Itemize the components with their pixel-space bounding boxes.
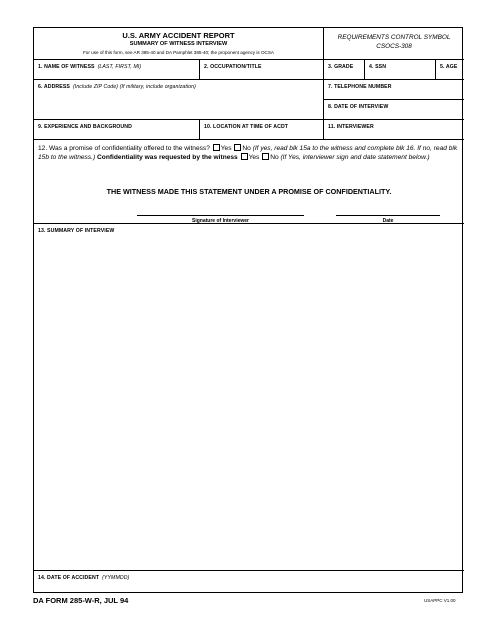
promise-no-checkbox[interactable] (234, 144, 241, 151)
location-at-time-label: 10. LOCATION AT TIME OF ACDT (204, 124, 289, 130)
usage-note: For use of this form, see AR 385-40 and DA Pamphlet 385-40; the proponent agency is OCSA (82, 50, 274, 55)
age-field[interactable] (436, 60, 464, 80)
confidentiality-section (34, 140, 464, 224)
date-of-interview-label: 8. DATE OF INTERVIEW (328, 104, 389, 110)
grade-field[interactable] (324, 60, 365, 80)
location-at-time-field[interactable] (200, 120, 324, 140)
form-number: DA FORM 285-W-R, JUL 94 (33, 596, 129, 605)
telephone-number-label: 7. TELEPHONE NUMBER (328, 84, 392, 90)
age-label: 5. AGE (440, 64, 458, 70)
interviewer-signature-line[interactable] (137, 215, 304, 216)
sign-date-instructions: (If Yes, interviewer sign and date statement below.) (280, 154, 430, 161)
date-of-accident-field[interactable] (34, 571, 464, 592)
requested-no-label: No (270, 154, 279, 161)
confidentiality-instructions: (If yes, read blk 15a to the witness and complete blk 16. If no, read blk 15b to the witness.) (38, 145, 458, 161)
confidentiality-question-text: 12. Was a promise of confidentiality offered to the witness? (38, 145, 210, 152)
form-version: USAPPC V1.00 (424, 598, 456, 603)
promise-statement: THE WITNESS MADE THIS STATEMENT UNDER A PROMISE OF CONFIDENTIALITY. (106, 187, 392, 196)
experience-background-label: 9. EXPERIENCE AND BACKGROUND (38, 124, 132, 130)
signature-date-label: Date (382, 218, 394, 224)
date-of-accident-hint: (YYMMDD) (102, 575, 130, 581)
telephone-number-field[interactable] (324, 80, 464, 100)
form-title: U.S. ARMY ACCIDENT REPORT (122, 31, 235, 40)
address-field[interactable] (34, 80, 324, 120)
occupation-title-label: 2. OCCUPATION/TITLE (204, 64, 262, 70)
summary-of-interview-label: 13. SUMMARY OF INTERVIEW (38, 228, 115, 234)
form-subtitle: SUMMARY OF WITNESS INTERVIEW (129, 41, 228, 47)
req-control-symbol-label: REQUIREMENTS CONTROL SYMBOL (337, 34, 451, 41)
summary-of-interview-field[interactable] (34, 224, 464, 571)
date-of-interview-field[interactable] (324, 100, 464, 120)
requested-no-checkbox[interactable] (262, 153, 269, 160)
signature-date-line[interactable] (336, 215, 440, 216)
confidentiality-question (38, 144, 460, 162)
interviewer-field[interactable] (324, 120, 464, 140)
date-of-accident-label: 14. DATE OF ACCIDENT (38, 575, 100, 581)
experience-background-field[interactable] (34, 120, 200, 140)
name-of-witness-hint: (LAST, FIRST, MI) (97, 64, 142, 70)
req-control-symbol-code: CSOCS-308 (376, 43, 412, 50)
requested-yes-label: Yes (248, 154, 260, 161)
witness-interview-form (33, 27, 463, 593)
name-of-witness-field[interactable] (34, 60, 200, 80)
grade-label: 3. GRADE (328, 64, 354, 70)
promise-yes-label: Yes (220, 145, 232, 152)
promise-no-label: No (242, 145, 251, 152)
requirements-control-box (324, 28, 464, 60)
address-label: 6. ADDRESS (38, 84, 70, 90)
ssn-field[interactable] (365, 60, 436, 80)
confidentiality-requested-text: Confidentiality was requested by the witness (97, 154, 238, 161)
ssn-label: 4. SSN (369, 64, 387, 70)
name-of-witness-label: 1. NAME OF WITNESS (38, 64, 95, 70)
interviewer-signature-label: Signature of Interviewer (192, 218, 249, 224)
interviewer-label: 11. INTERVIEWER (328, 124, 374, 130)
address-hint: (Include ZIP Code) (If military, include organization) (72, 84, 196, 90)
requested-yes-checkbox[interactable] (241, 153, 248, 160)
promise-yes-checkbox[interactable] (213, 144, 220, 151)
occupation-title-field[interactable] (200, 60, 324, 80)
form-header (34, 28, 324, 60)
